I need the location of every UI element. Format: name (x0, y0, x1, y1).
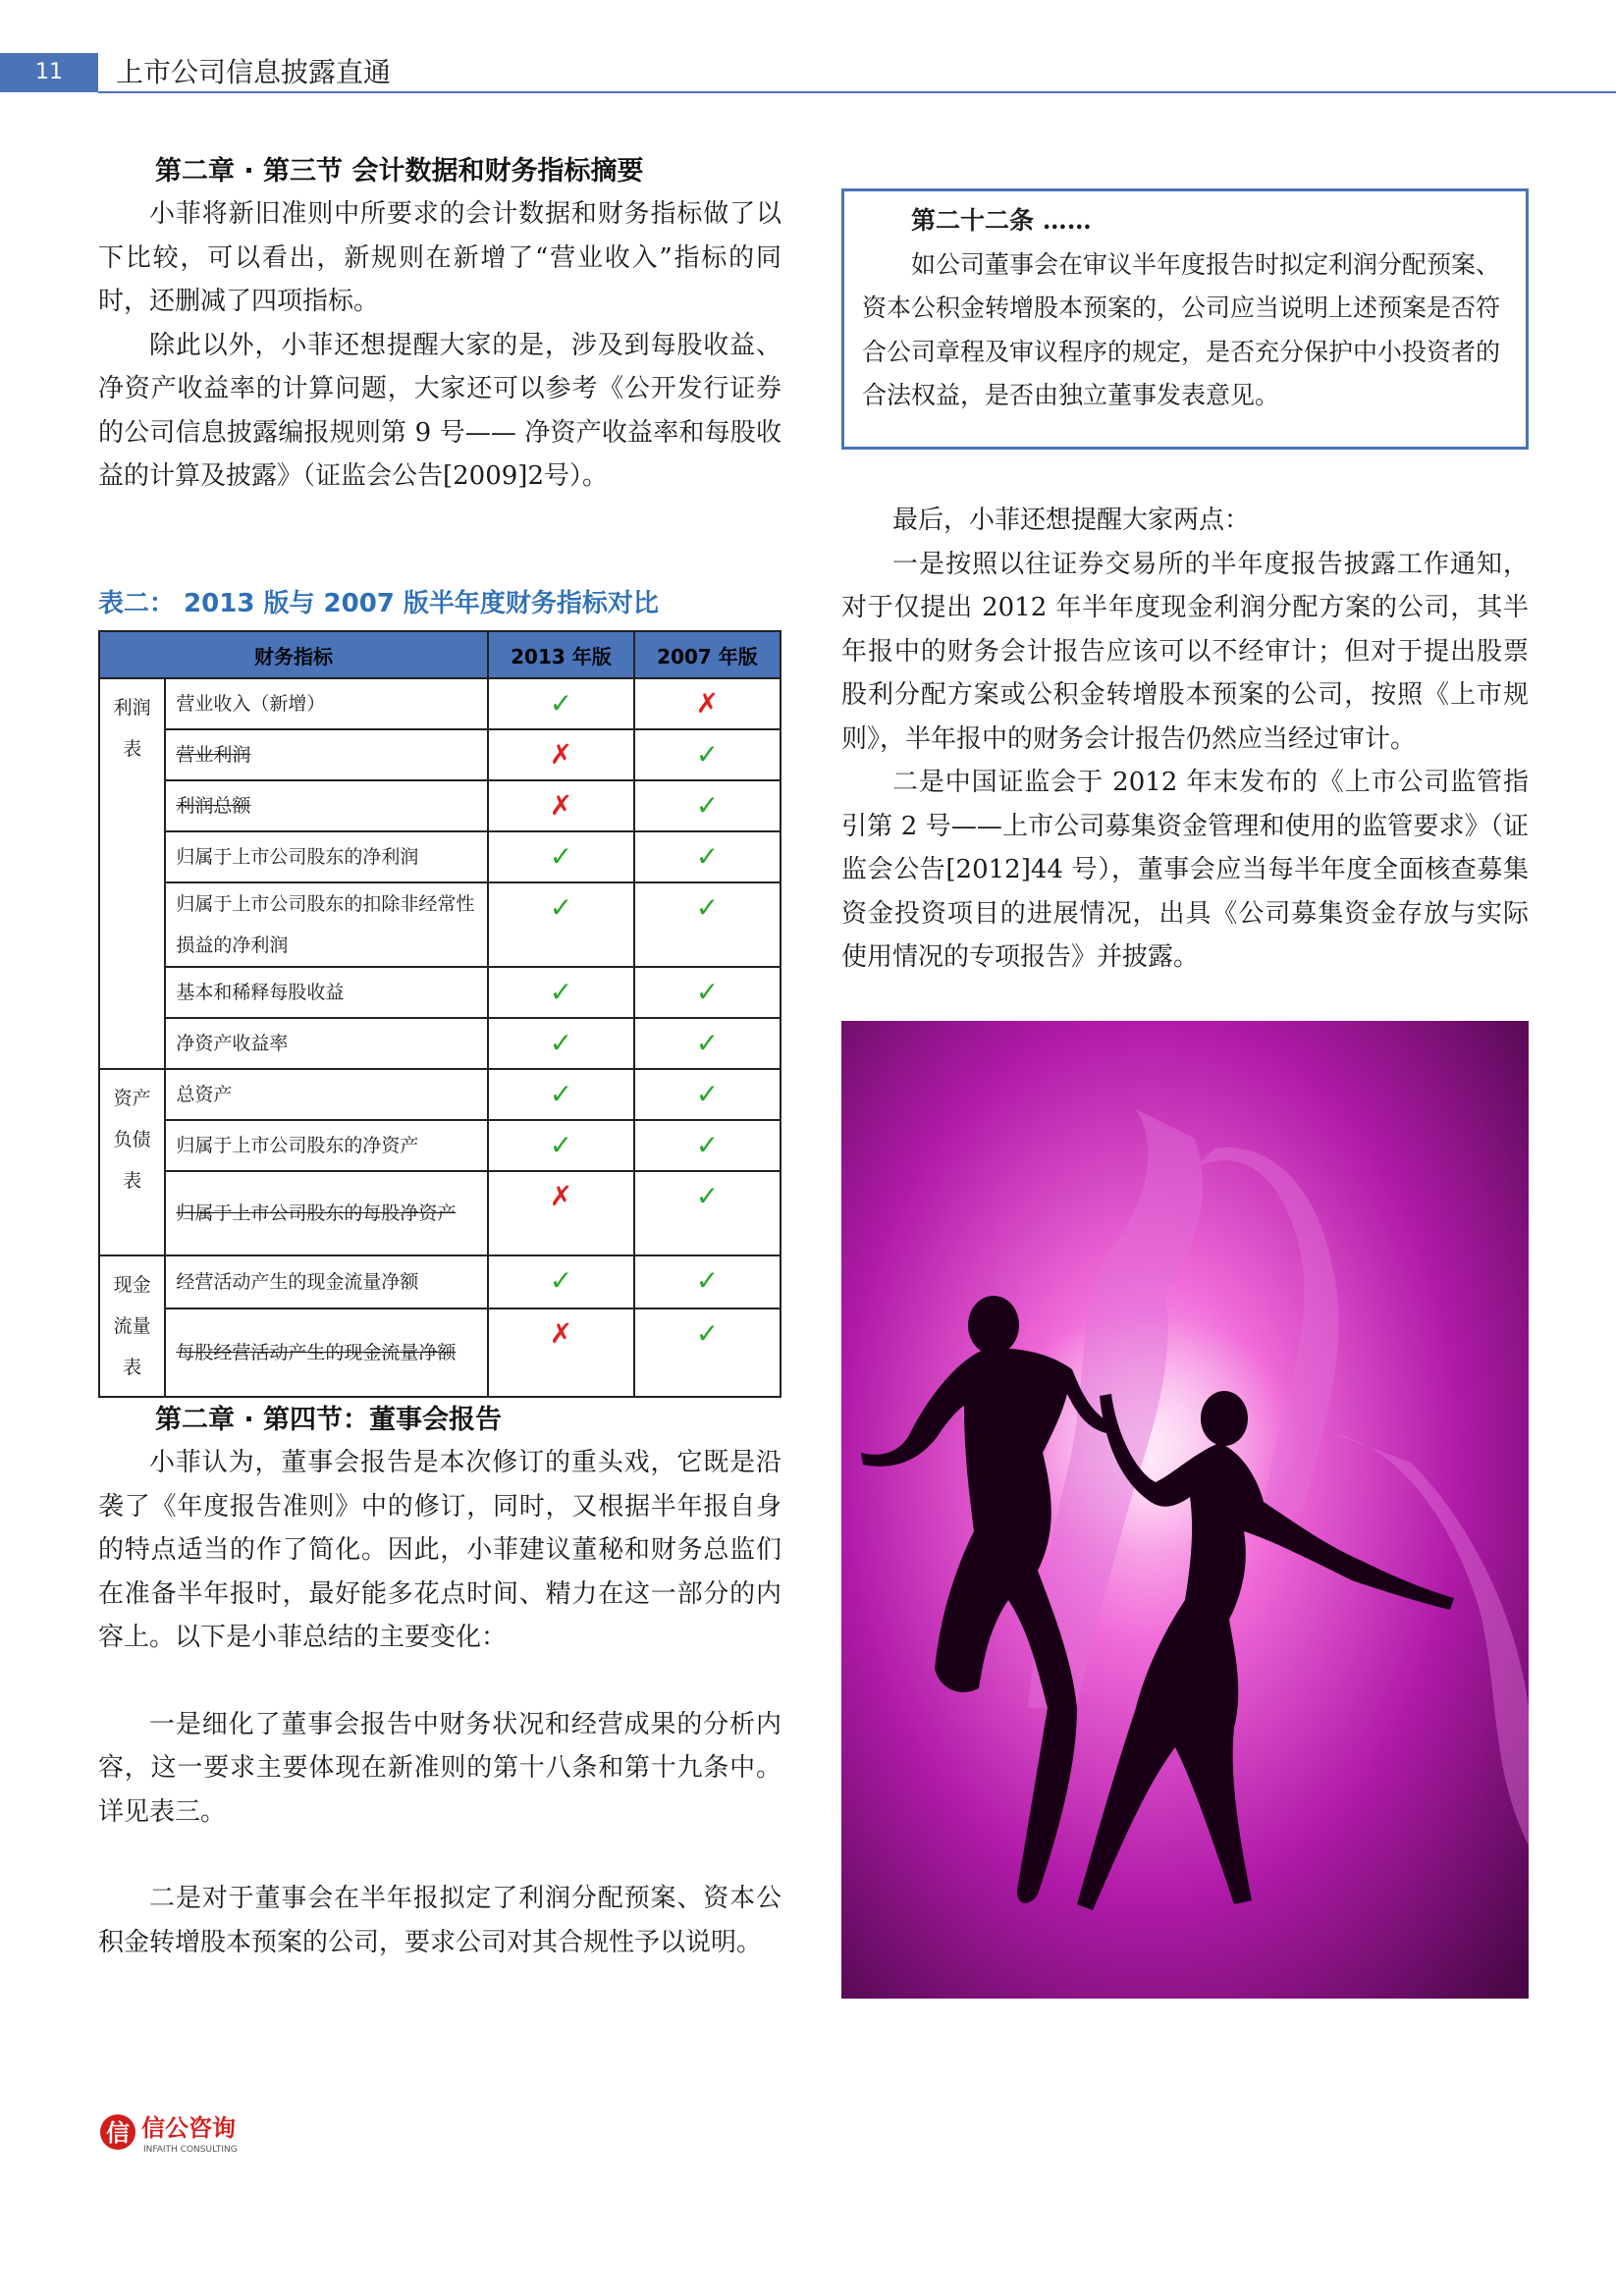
row-group-label-line: 表 (123, 1357, 142, 1378)
cell-2007 (634, 1120, 781, 1171)
check-icon: ✓ (549, 1264, 573, 1297)
page-number: 11 (0, 53, 98, 92)
check-icon: ✓ (549, 687, 573, 720)
row-group-label-line: 现金 (113, 1274, 151, 1296)
row-group-label-line: 表 (123, 1170, 142, 1192)
indicator-cell: 营业利润 (165, 729, 488, 780)
row-group-label (99, 678, 165, 1069)
section-4-body (98, 1441, 781, 1964)
table-row (99, 729, 781, 780)
cell-2013 (488, 1171, 634, 1255)
quote-body: 如公司董事会在审议半年度报告时拟定利润分配预案、资本公积金转增股本预案的，公司应当说明上述预案是否符合公司章程及审议程序的规定，是否充分保护中小投资者的合法权益，是否由独立董事发表意见。 (862, 249, 1501, 409)
row-group-label-line: 利润 (113, 697, 151, 719)
check-icon: ✓ (695, 738, 720, 771)
cell-2007 (634, 1018, 781, 1069)
row-group-label (99, 1255, 165, 1397)
svg-text:信: 信 (106, 2119, 130, 2147)
quote-title: 第二十二条 …… (911, 206, 1092, 235)
reminders-body (841, 499, 1529, 980)
infaith-logo (98, 2109, 265, 2158)
cell-2007 (634, 1069, 781, 1120)
cell-2013 (488, 882, 634, 967)
table-header-row (99, 631, 781, 678)
cell-2013 (488, 780, 634, 831)
indicator-cell: 归属于上市公司股东的净利润 (165, 831, 488, 882)
check-icon: ✓ (549, 1027, 573, 1059)
section-4-paragraph-3: 二是对于董事会在半年报拟定了利润分配预案、资本公积金转增股本预案的公司，要求公司对其合规性予以说明。 (98, 1884, 781, 1957)
indicator-cell: 归属于上市公司股东的每股净资产 (165, 1171, 488, 1255)
svg-text:信公咨询: 信公咨询 (141, 2114, 236, 2142)
indicator-cell: 基本和稀释每股收益 (165, 967, 488, 1018)
cell-2013 (488, 1018, 634, 1069)
financial-indicator-table (98, 630, 781, 1398)
header-rule (98, 91, 1616, 93)
check-icon: ✓ (549, 1129, 573, 1161)
indicator-cell: 归属于上市公司股东的净资产 (165, 1120, 488, 1171)
check-icon: ✓ (695, 1180, 720, 1212)
cross-icon: ✗ (549, 738, 573, 771)
table-row (99, 678, 781, 729)
header-indicator: 财务指标 (99, 631, 488, 678)
cell-2007 (634, 678, 781, 729)
section-3-heading: 第二章 · 第三节 会计数据和财务指标摘要 (155, 156, 644, 187)
section-3-body (98, 192, 781, 499)
cell-2007 (634, 882, 781, 967)
row-group-label (99, 1069, 165, 1255)
cross-icon: ✗ (549, 789, 573, 822)
check-icon: ✓ (695, 1317, 720, 1351)
cell-2013 (488, 1255, 634, 1308)
cell-2013 (488, 1120, 634, 1171)
table-row (99, 831, 781, 882)
table-row (99, 1069, 781, 1120)
cell-2007 (634, 967, 781, 1018)
running-header-title: 上市公司信息披露直通 (116, 56, 392, 88)
check-icon: ✓ (695, 1027, 720, 1059)
section-3-paragraph-1: 小菲将新旧准则中所要求的会计数据和财务指标做了以下比较，可以看出，新规则在新增了“营业收入”指标的同时，还删减了四项指标。 (98, 199, 781, 316)
row-group-label-line: 资产 (113, 1088, 151, 1109)
cell-2007 (634, 780, 781, 831)
check-icon: ✓ (695, 1264, 720, 1297)
section-4-heading: 第二章 · 第四节：董事会报告 (155, 1405, 503, 1435)
table-row (99, 1308, 781, 1397)
cell-2013 (488, 831, 634, 882)
reminder-1: 一是按照以往证券交易所的半年度报告披露工作通知，对于仅提出 2012 年半年度现金利润分配方案的公司，其半年报中的财务会计报告应该可以不经审计；但对于提出股票股利分配方案或公积金转增股本预案的公司，按照《上市规则》，半年报中的财务会计报告仍然应当经过审计。 (841, 549, 1529, 754)
reminder-2: 二是中国证监会于 2012 年末发布的《上市公司监管指引第 2 号——上市公司募集资金管理和使用的监管要求》（证监会公告[2012]44 号），董事会应当每半年度全面核查募集资金投资项目的进展情况，出具《公司募集资金存放与实际使用情况的专项报告》并披露。 (841, 768, 1529, 972)
cell-2013 (488, 1069, 634, 1120)
cell-2013 (488, 729, 634, 780)
cross-icon: ✗ (549, 1317, 573, 1351)
indicator-cell: 净资产收益率 (165, 1018, 488, 1069)
table-title: 表二： 2013 版与 2007 版半年度财务指标对比 (98, 589, 659, 618)
indicator-cell: 总资产 (165, 1069, 488, 1120)
table-row (99, 882, 781, 967)
table-row (99, 1018, 781, 1069)
cross-icon: ✗ (695, 687, 720, 720)
check-icon: ✓ (695, 976, 720, 1008)
section-4-paragraph-2: 一是细化了董事会报告中财务状况和经营成果的分析内容，这一要求主要体现在新准则的第十八条和第十九条中。详见表三。 (98, 1709, 781, 1827)
row-group-label-line: 表 (123, 738, 142, 760)
header-2013: 2013 年版 (488, 631, 634, 678)
cell-2013 (488, 967, 634, 1018)
check-icon: ✓ (695, 840, 720, 873)
section-3-paragraph-2: 除此以外，小菲还想提醒大家的是，涉及到每股收益、净资产收益率的计算问题，大家还可以参考《公开发行证券的公司信息披露编报规则第 9 号—— 净资产收益率和每股收益的计算及披露》（证监会公告[2009]2号）。 (98, 330, 781, 491)
check-icon: ✓ (549, 1078, 573, 1110)
table-row (99, 780, 781, 831)
table-row (99, 1171, 781, 1255)
check-icon: ✓ (549, 976, 573, 1008)
indicator-cell: 经营活动产生的现金流量净额 (165, 1255, 488, 1308)
cell-2007 (634, 729, 781, 780)
check-icon: ✓ (549, 840, 573, 873)
indicator-cell: 营业收入（新增） (165, 678, 488, 729)
regulation-quote-box (841, 188, 1529, 450)
check-icon: ✓ (695, 789, 720, 822)
table-row (99, 1255, 781, 1308)
header-2007: 2007 年版 (634, 631, 781, 678)
indicator-cell: 利润总额 (165, 780, 488, 831)
row-group-label-line: 负债 (113, 1129, 151, 1150)
section-4-paragraph-1: 小菲认为，董事会报告是本次修订的重头戏，它既是沿袭了《年度报告准则》中的修订，同时，又根据半年报自身的特点适当的作了简化。因此，小菲建议董秘和财务总监们在准备半年报时，最好能多花点时间、精力在这一部分的内容上。以下是小菲总结的主要变化： (98, 1448, 781, 1652)
svg-text:INFAITH CONSULTING: INFAITH CONSULTING (143, 2145, 238, 2155)
indicator-cell: 归属于上市公司股东的扣除非经常性损益的净利润 (165, 882, 488, 967)
cell-2013 (488, 678, 634, 729)
indicator-cell: 每股经营活动产生的现金流量净额 (165, 1308, 488, 1397)
check-icon: ✓ (549, 891, 573, 924)
row-group-label-line: 流量 (113, 1315, 151, 1337)
cross-icon: ✗ (549, 1180, 573, 1212)
table-row (99, 1120, 781, 1171)
dancers-illustration (841, 1021, 1529, 1999)
reminders-intro: 最后，小菲还想提醒大家两点： (892, 506, 1251, 535)
check-icon: ✓ (695, 891, 720, 924)
check-icon: ✓ (695, 1078, 720, 1110)
cell-2007 (634, 1171, 781, 1255)
check-icon: ✓ (695, 1129, 720, 1161)
cell-2013 (488, 1308, 634, 1397)
cell-2007 (634, 1308, 781, 1397)
cell-2007 (634, 1255, 781, 1308)
cell-2007 (634, 831, 781, 882)
table-row (99, 967, 781, 1018)
